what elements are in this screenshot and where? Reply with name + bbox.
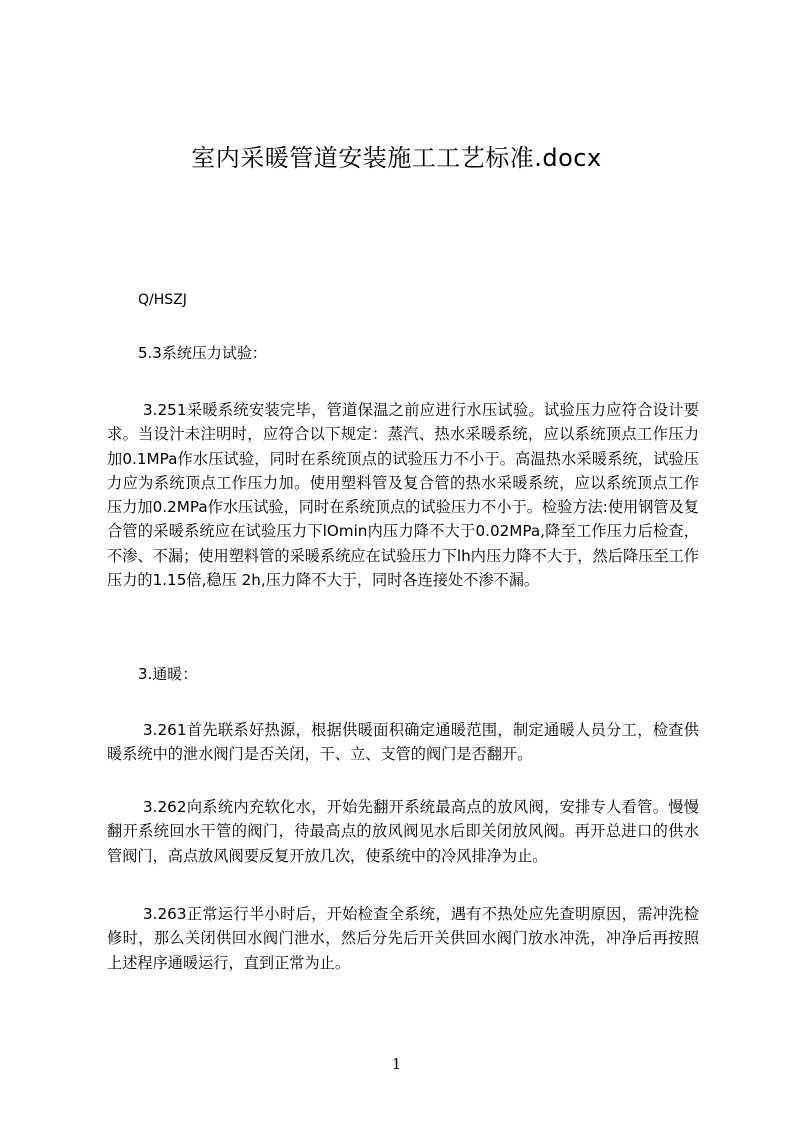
section-heading-pressure-test: 5.3系统压力试验： bbox=[138, 344, 267, 362]
paragraph-3-251: 3.251采暖系统安装完毕，管道保温之前应进行水压试验。试验压力应符合设计要求。当设汁未注明时，应符合以下规定：蒸汽、热水采暖系统，应以系统顶点工作压力加0.1MPa作水压试验，同时在系统顶点的试验压力不小于。高温热水采暖系统，试验压力应为系统顶点工作压力加。使用塑料管及复合管的热水采暖系统，应以系统顶点工作压力加0.2MPa作水压试验，同时在系统顶点的试验压力不小于。检验方法:使用钢管及复合管的采暖系统应在试验压力下lOmin内压力降不大于0.02MPa,降至工作压力后检查，不渗、不漏；使用塑料管的采暖系统应在试验压力下lh内压力降不大于，然后降压至工作压力的1.15倍,稳压 2h,压力降不大于，同时各连接处不渗不漏。 bbox=[107, 401, 699, 590]
page-number: 1 bbox=[391, 1055, 402, 1073]
standard-code: Q/HSZJ bbox=[138, 292, 187, 308]
document-title: 室内采暖管道安装施工工艺标准.docx bbox=[191, 144, 602, 172]
paragraph-3-263: 3.263正常运行半小时后，开始检查全系统，遇有不热处应先查明原因，需冲洗检修时，那么关闭供回水阀门泄水，然后分先后开关供回水阀门放水冲洗，冲净后再按照上述程序通暖运行，直到正常为止。 bbox=[107, 905, 699, 972]
paragraph-3-262: 3.262向系统内充软化水，开始先翻开系统最高点的放风阀，安排专人看管。慢慢翻开系统回水干管的阀门，待最高点的放风阀见水后即关闭放风阀。再开总进口的供水管阀门，高点放风阀要反复开放几次，使系统中的冷风排净为止。 bbox=[107, 798, 699, 865]
section-heading-heating-trial: 3.通暖： bbox=[138, 665, 198, 683]
paragraph-3-261: 3.261首先联系好热源，根据供暖面积确定通暖范围，制定通暖人员分工，检查供暖系统中的泄水阀门是否关闭，干、立、支管的阀门是否翻开。 bbox=[107, 721, 699, 764]
